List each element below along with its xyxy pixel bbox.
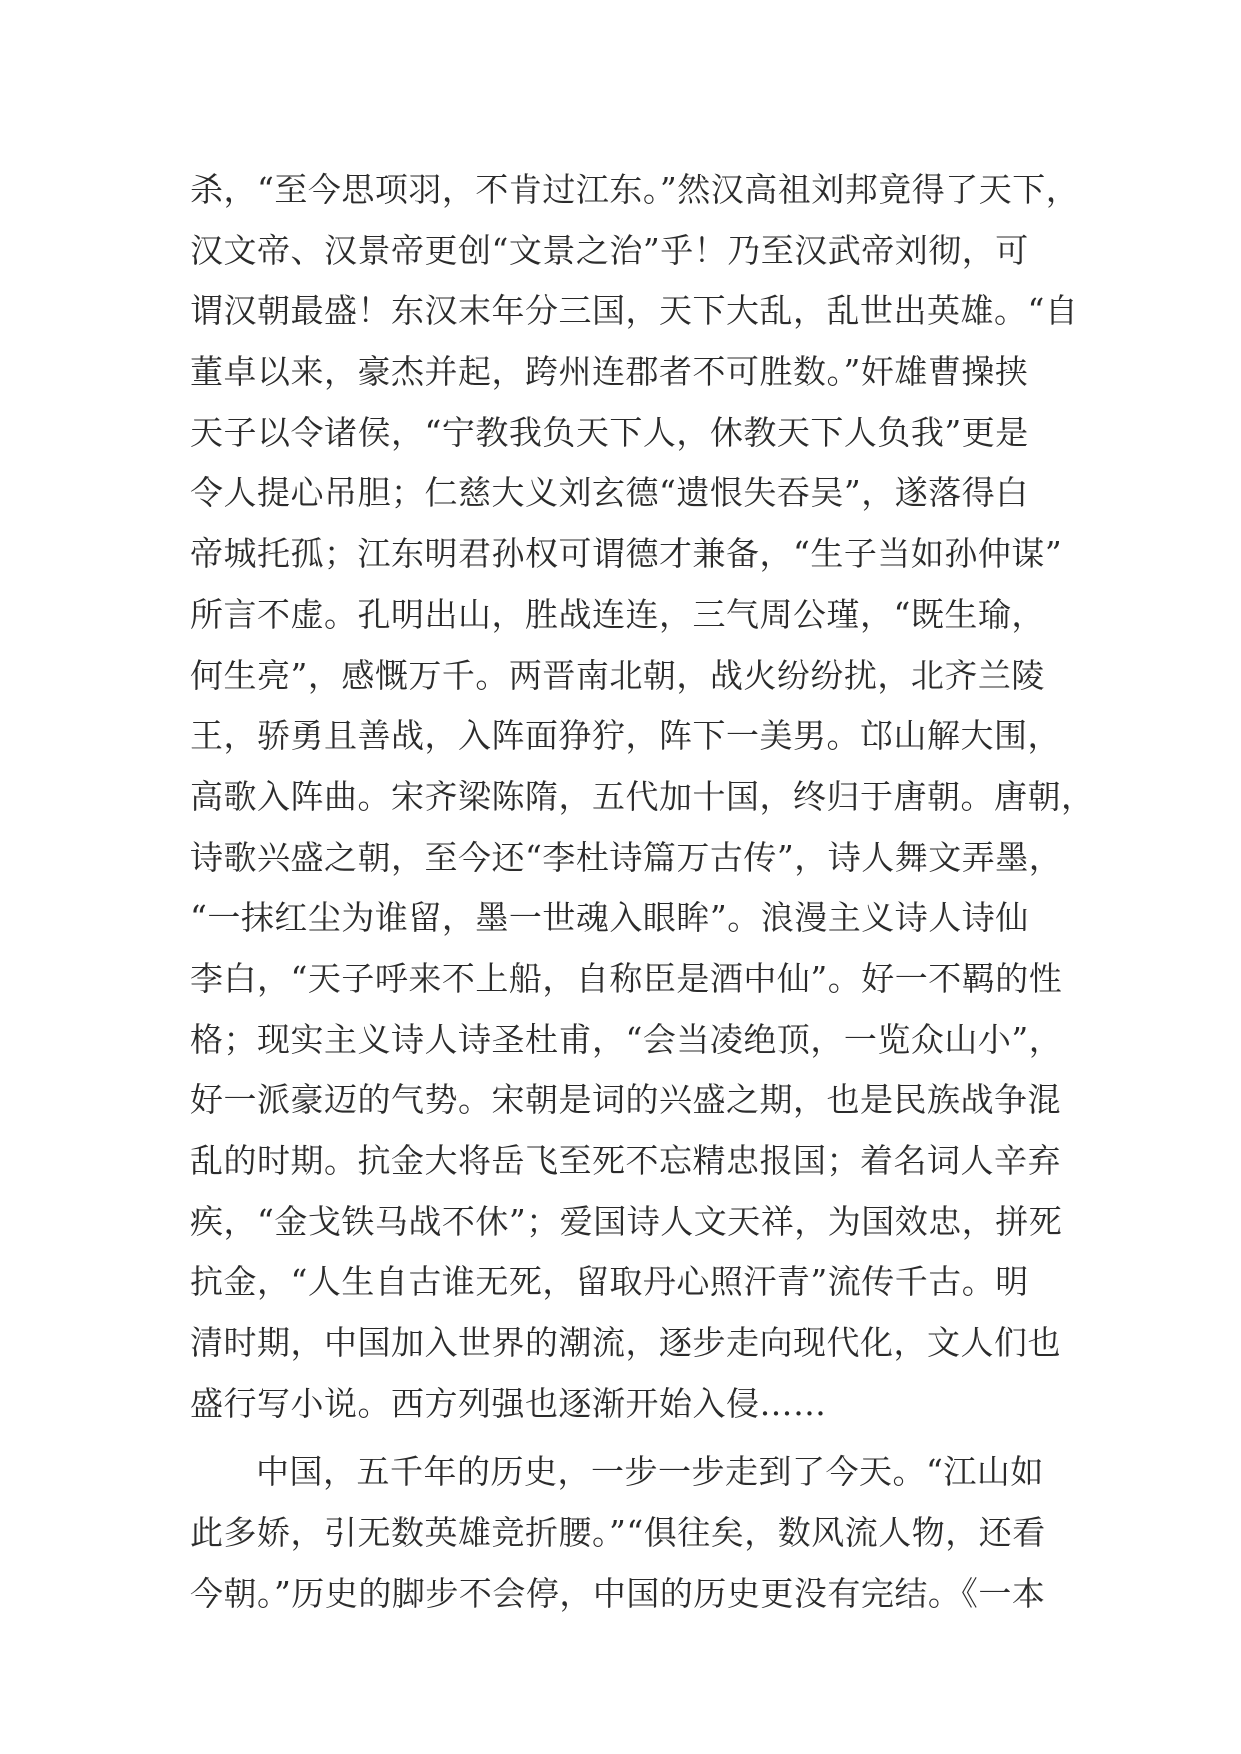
text-line: 汉文帝、汉景帝更创“文景之治”乎！乃至汉武帝刘彻，可 [190, 230, 1029, 270]
text-line: 何生亮”，感慨万千。两晋南北朝，战火纷纷扰，北齐兰陵 [190, 655, 1045, 695]
text-line: 清时期，中国加入世界的潮流，逐步走向现代化，文人们也 [190, 1323, 1061, 1363]
text-line: 天子以令诸侯，“宁教我负天下人，休教天下人负我”更是 [190, 412, 1029, 452]
text-line: 好一派豪迈的气势。宋朝是词的兴盛之期，也是民族战争混 [190, 1080, 1061, 1120]
text-line: 中国，五千年的历史，一步一步走到了今天。“江山如 [256, 1452, 1044, 1492]
text-line: 盛行写小说。西方列强也逐渐开始入侵…… [190, 1383, 827, 1423]
text-line: 今朝。”历史的脚步不会停，中国的历史更没有完结。《一本 [190, 1573, 1046, 1613]
text-line: “一抹红尘为谁留，墨一世魂入眼眸”。浪漫主义诗人诗仙 [190, 898, 1029, 938]
text-line: 此多娇，引无数英雄竞折腰。”“俱往矣，数风流人物，还看 [190, 1513, 1046, 1553]
text-line: 李白，“天子呼来不上船，自称臣是酒中仙”。好一不羁的性 [190, 958, 1063, 998]
text-line: 高歌入阵曲。宋齐梁陈隋，五代加十国，终归于唐朝。唐朝， [190, 776, 1095, 816]
text-line: 抗金，“人生自古谁无死，留取丹心照汗青”流传千古。明 [190, 1262, 1029, 1302]
text-line: 谓汉朝最盛！东汉末年分三国，天下大乱，乱世出英雄。“自 [190, 291, 1079, 331]
body-text [190, 160, 1095, 1625]
text-line: 诗歌兴盛之朝，至今还“李杜诗篇万古传”，诗人舞文弄墨， [190, 837, 1063, 877]
text-line: 王，骄勇且善战，入阵面狰狞，阵下一美男。邙山解大围， [190, 716, 1061, 756]
text-line: 乱的时期。抗金大将岳飞至死不忘精忠报国；着名词人辛弃 [190, 1141, 1061, 1180]
text-line: 令人提心吊胆；仁慈大义刘玄德“遗恨失吞吴”，遂落得白 [190, 473, 1029, 513]
text-line: 格；现实主义诗人诗圣杜甫，“会当凌绝顶，一览众山小”， [190, 1019, 1063, 1059]
text-line: 董卓以来，豪杰并起，跨州连郡者不可胜数。”奸雄曹操挟 [190, 352, 1029, 392]
text-line: 帝城托孤；江东明君孙权可谓德才兼备，“生子当如孙仲谋” [190, 534, 1063, 574]
text-line: 杀，“至今思项羽，不肯过江东。”然汉高祖刘邦竟得了天下， [190, 170, 1080, 209]
text-line: 所言不虚。孔明出山，胜战连连，三气周公瑾，“既生瑜， [190, 594, 1045, 634]
text-line: 疾，“金戈铁马战不休”；爱国诗人文天祥，为国效忠，拼死 [190, 1201, 1063, 1241]
